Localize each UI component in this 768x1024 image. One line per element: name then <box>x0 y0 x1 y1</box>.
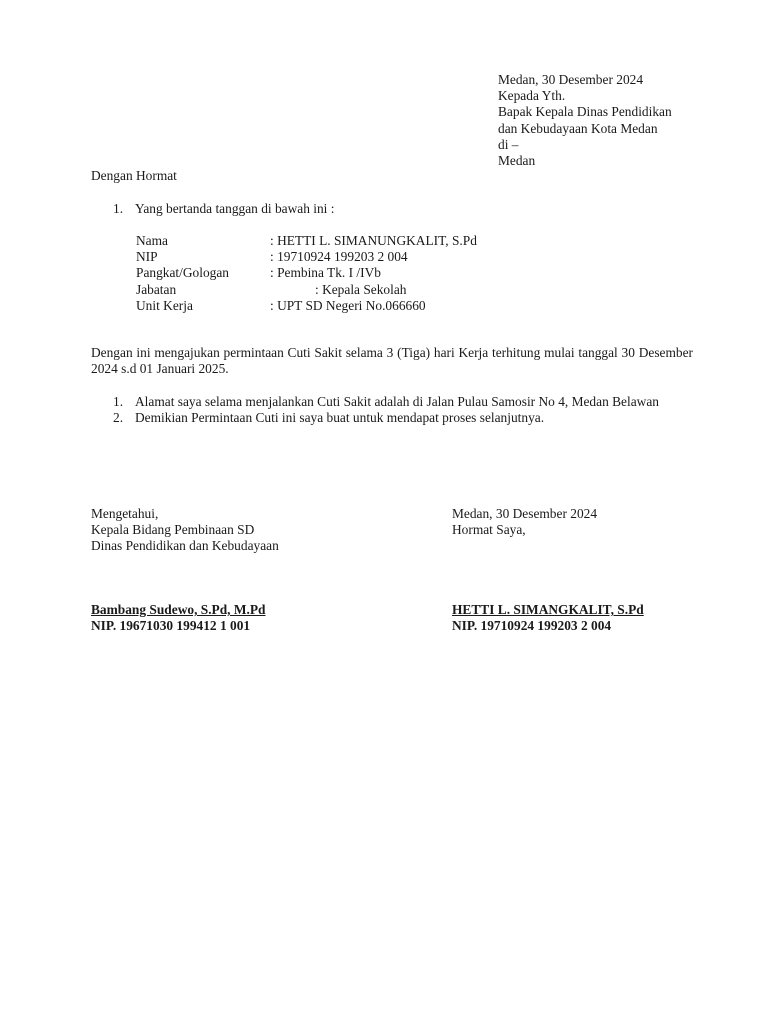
addressee-line-2: dan Kebudayaan Kota Medan <box>498 120 658 136</box>
field-label: Jabatan <box>136 281 177 297</box>
signatory-right-nip: NIP. 19710924 199203 2 004 <box>452 618 612 634</box>
field-value: : 19710924 199203 2 004 <box>270 249 408 265</box>
field-label: Pangkat/Gologan <box>136 265 229 281</box>
letter-date: Medan, 30 Desember 2024 <box>498 72 644 87</box>
list-item-number: 1. <box>113 394 124 409</box>
list-item-text: Demikian Permintaan Cuti ini saya buat untuk mendapat proses selanjutnya. <box>135 410 545 426</box>
numbered-item-1 <box>113 201 334 217</box>
signatory-left-nip: NIP. 19671030 199412 1 001 <box>91 618 251 634</box>
addressee-block <box>498 72 672 169</box>
field-value: : Pembina Tk. I /IVb <box>270 265 381 281</box>
signature-right-header <box>452 506 597 538</box>
signatory-right-name: HETTI L. SIMANGKALIT, S.Pd <box>452 602 644 617</box>
addressee-line-1: Bapak Kepala Dinas Pendidikan <box>498 104 672 120</box>
addressee-line-3: di – <box>498 136 519 152</box>
field-value: : HETTI L. SIMANUNGKALIT, S.Pd <box>270 233 477 248</box>
signature-left-header <box>91 506 279 555</box>
field-label: Nama <box>136 233 168 248</box>
list-item-number: 2. <box>113 410 124 426</box>
field-label: Unit Kerja <box>136 297 193 313</box>
addressee-to: Kepada Yth. <box>498 88 566 104</box>
sig-left-line-2: Kepala Bidang Pembinaan SD <box>91 522 255 538</box>
field-label: NIP <box>136 249 158 265</box>
sig-left-line-3: Dinas Pendidikan dan Kebudayaan <box>91 538 279 554</box>
sig-right-line-1: Medan, 30 Desember 2024 <box>452 506 598 521</box>
item-number: 1. <box>113 201 124 216</box>
list-item <box>113 394 693 410</box>
greeting: Dengan Hormat <box>91 168 177 183</box>
signatory-left-name: Bambang Sudewo, S.Pd, M.Pd <box>91 602 266 617</box>
field-value: : Kepala Sekolah <box>315 281 407 297</box>
list-item <box>113 410 693 426</box>
item-text: Yang bertanda tanggan di bawah ini : <box>135 201 335 216</box>
addressee-line-4: Medan <box>498 152 536 168</box>
signature-right-name-block <box>452 602 644 634</box>
field-value: : UPT SD Negeri No.066660 <box>270 297 426 313</box>
numbered-list <box>113 394 693 426</box>
sig-left-line-1: Mengetahui, <box>91 506 159 521</box>
sig-right-line-2: Hormat Saya, <box>452 522 526 538</box>
list-item-text: Alamat saya selama menjalankan Cuti Sakit adalah di Jalan Pulau Samosir No 4, Medan Belawan <box>135 394 659 409</box>
body-paragraph: Dengan ini mengajukan permintaan Cuti Sakit selama 3 (Tiga) hari Kerja terhitung mulai tanggal 30 Desember 2024 s.d 01 Januari 2025. <box>91 345 693 377</box>
signature-left-name-block <box>91 602 266 634</box>
